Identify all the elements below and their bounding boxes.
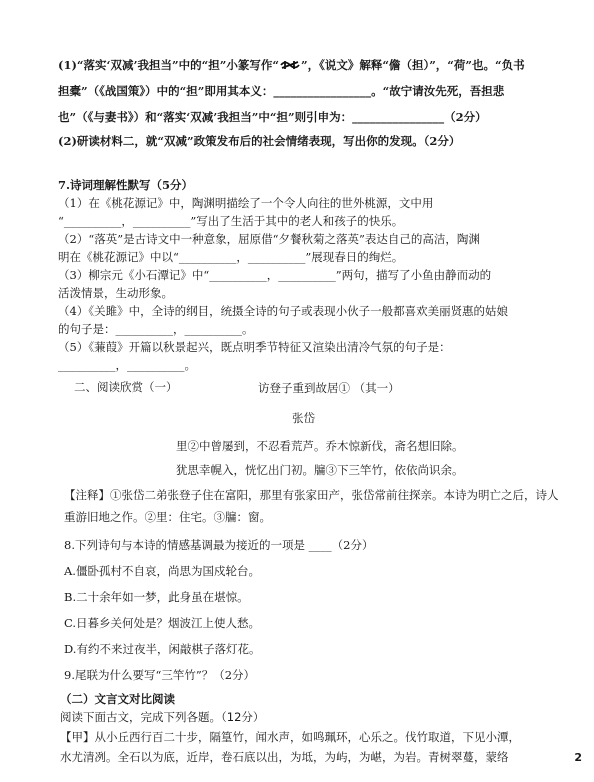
q7-line-4: 明在《桃花源记》中以“__________，__________”展现春日的绚烂。 xyxy=(58,250,404,264)
q8-option-b: B.二十余年如一梦，此身虽在堪惊。 xyxy=(64,590,249,604)
q7-line-1: （1）在《桃花源记》中，陶渊明描绘了一个令人向往的世外桃源，文中用 xyxy=(58,196,434,210)
q8-option-c: C.日暮乡关何处是？烟波江上使人愁。 xyxy=(64,616,261,630)
q7-line-8: 的句子是：__________，__________。 xyxy=(58,322,254,336)
poem-author: 张岱 xyxy=(292,411,315,425)
q8-option-a: A.僵卧孤村不自哀，尚思为国戍轮台。 xyxy=(64,564,260,578)
note-line-1: 【注释】①张岱二弟张登子住在富阳，那里有张家田产，张岱常前往探亲。本诗为明亡之后，诗人 xyxy=(64,488,559,502)
q6-line-3: 也”（《与妻书》）和“落实‘双减’我担当”中“担”则引申为：________________（2分） xyxy=(58,110,487,124)
q7-line-6: 活泼情景，生动形象。 xyxy=(58,286,173,300)
classical-line-1: 【甲】从小丘西行百二十步，隔篁竹，闻水声，如鸣珮环，心乐之。伐竹取道，下见小潭， xyxy=(60,730,520,744)
classical-instructions: 阅读下面古文，完成下列各题。（12分） xyxy=(60,710,265,724)
reading-heading: 二、阅读欣赏（一） xyxy=(74,380,178,394)
q9-stem: 9.尾联为什么要写“三竿竹”？（2分） xyxy=(64,668,256,682)
q7-title: 7.诗词理解性默写（5分） xyxy=(58,178,194,192)
q8-stem: 8.下列诗句与本诗的情感基调最为接近的一项是 ____（2分） xyxy=(64,538,374,552)
q7-line-7: （4）《关雎》中，全诗的纲目，统摄全诗的句子或表现小伙子一般都喜欢美丽贤惠的姑娘 xyxy=(58,304,509,318)
classical-line-2: 水尤清冽。全石以为底，近岸，卷石底以出，为坻，为屿，为嵁，为岩。青树翠蔓，蒙络 xyxy=(60,750,509,764)
poem-line-2: 犹思幸幌入，恍忆出门初。牖③下三竿竹，依依尚识余。 xyxy=(176,463,464,477)
classical-heading: （二）文言文对比阅读 xyxy=(60,692,175,706)
poem-line-1: 里②中曾屡到，不忍看荒芦。乔木惊新伐，斋名想旧除。 xyxy=(176,439,464,453)
q7-line-3: （2）“落英”是古诗文中一种意象，屈原借“夕餐秋菊之落英”表达自己的高洁，陶渊 xyxy=(58,232,480,246)
q6-line-1: (1)“落实‘双减’我担当”中的“担”小篆写作“ ”，《说文》解释“儋（担）”，“荷”也。“负书 xyxy=(58,58,525,72)
page-number: 2 xyxy=(574,751,582,764)
q7-line-9: （5）《蒹葭》开篇以秋景起兴，既点明季节特征又渲染出清冷气氛的句子是： xyxy=(58,340,451,354)
q7-line-5: （3）柳宗元《小石潭记》中“__________，__________”两句，描写了小鱼由静而动的 xyxy=(58,268,492,282)
note-line-2: 重游旧地之作。②里：住宅。③牖：窗。 xyxy=(64,510,271,524)
q8-option-d: D.有约不来过夜半，闲敲棋子落灯花。 xyxy=(64,642,261,656)
q7-line-2: “__________，__________”写出了生活于其中的老人和孩子的快乐。 xyxy=(58,214,404,228)
q7-line-10: __________，__________。 xyxy=(58,358,196,372)
q6-line-2: 担橐”（《战国策》）中的“担”即用其本义：_________________。“故宁请汝先死，吾担悲 xyxy=(58,84,505,98)
poem-title: 访登子重到故居① （其一） xyxy=(258,381,400,395)
seal-script-character xyxy=(279,59,301,71)
q6-line-4: (2)研读材料二，就“双减”政策发布后的社会情绪表现，写出你的发现。（2分） xyxy=(58,134,461,148)
